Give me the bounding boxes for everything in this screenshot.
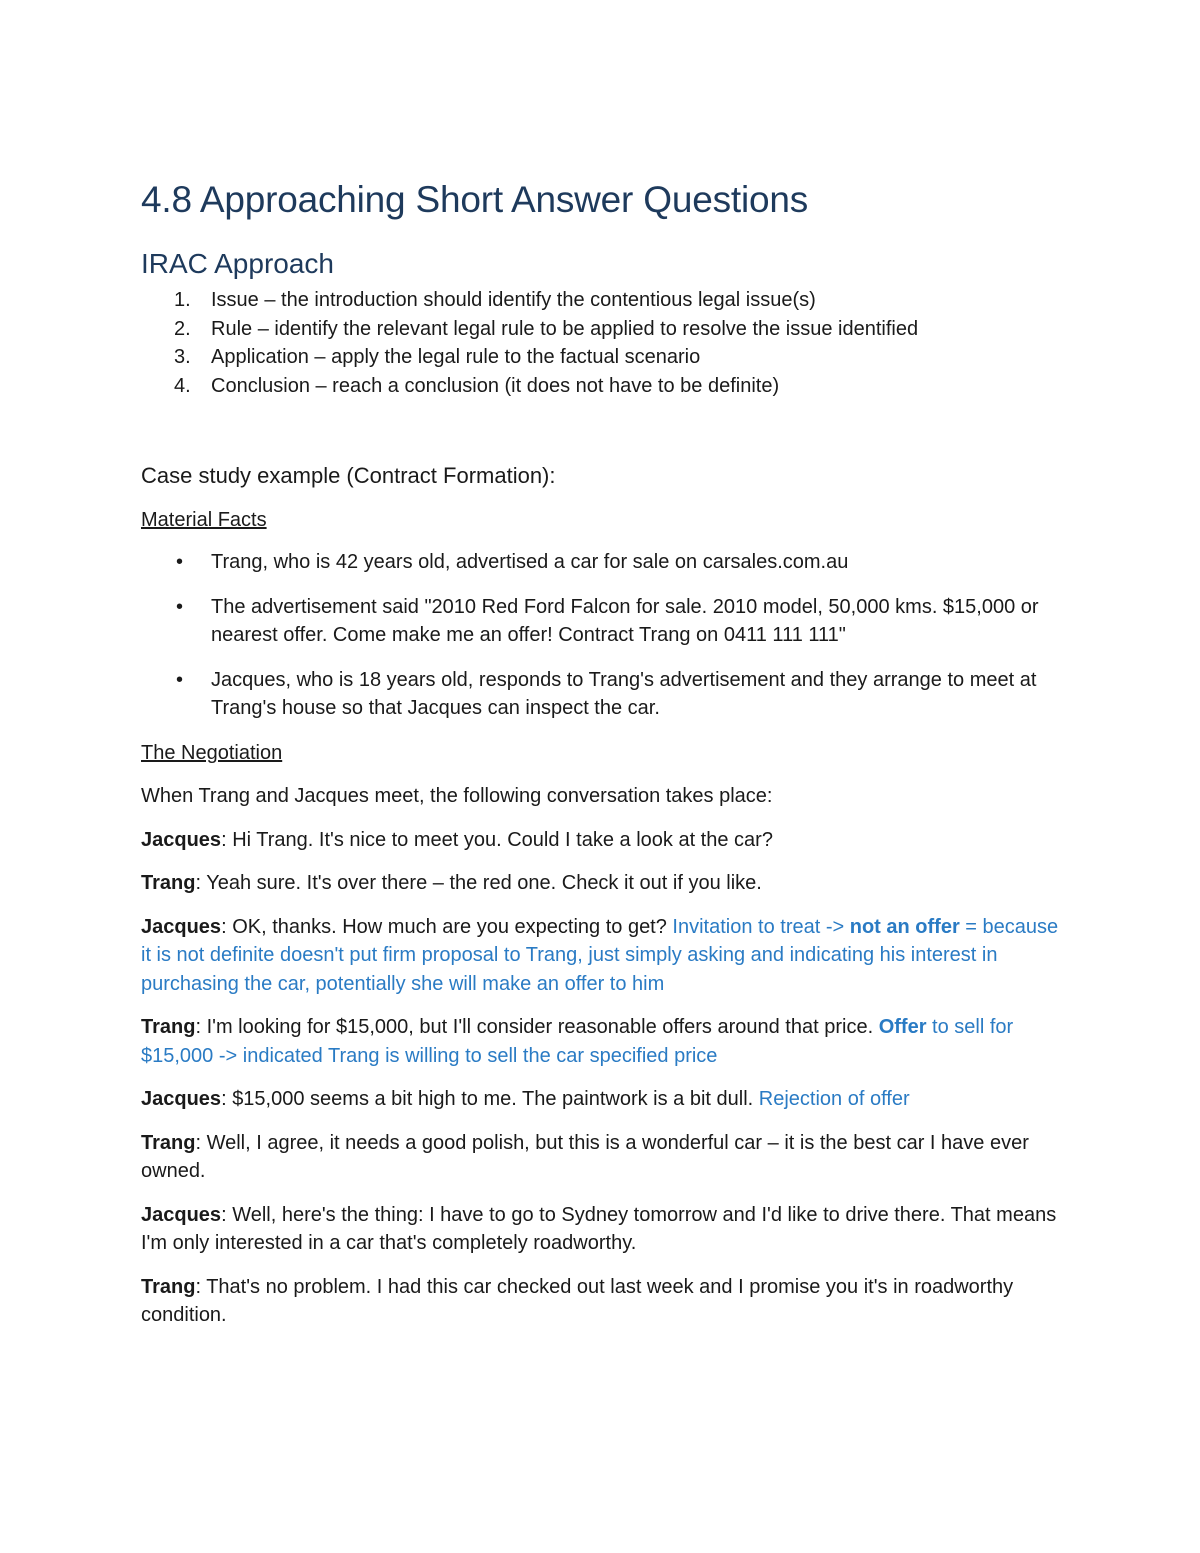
annotation-note: = because it is not definite doesn't put firm proposal to Trang, just simply asking and indicating his interest in purchasing the car, potentially she will make an offer to him <box>141 915 1059 995</box>
fact-text: The advertisement said "2010 Red Ford Falcon for sale. 2010 model, 50,000 kms. $15,000 or nearest offer. Come make me an offer! Contract Trang on 0411 111 111" <box>211 595 1039 646</box>
dialogue-line <box>141 1201 1066 1258</box>
speaker-separator: : <box>221 1203 233 1226</box>
annotation-keyword: not an offer <box>849 915 960 938</box>
dialogue-line <box>141 1013 1066 1070</box>
annotation-keyword: Offer <box>878 1016 927 1038</box>
list-item <box>141 666 1066 723</box>
list-item-text: Rule – identify the relevant legal rule to be applied to resolve the issue identified <box>211 317 919 340</box>
speaker-name: Trang <box>141 1275 196 1298</box>
speaker-separator: : <box>195 1131 207 1154</box>
irac-item-application <box>141 343 1066 372</box>
bullet-icon: • <box>176 595 184 618</box>
list-item <box>141 593 1066 650</box>
dialogue-text: OK, thanks. How much are you expecting to get? <box>232 915 673 938</box>
speaker-separator: : <box>221 1088 233 1110</box>
dialogue-line <box>141 1129 1066 1186</box>
speaker-name: Jacques <box>141 1088 222 1110</box>
speaker-name: Jacques <box>141 828 222 851</box>
dialogue-text: Well, here's the thing: I have to go to Sydney tomorrow and I'd like to drive there. That means I'm only interested in a car that's completely roadworthy. <box>141 1203 1057 1254</box>
negotiation-intro: When Trang and Jacques meet, the following conversation takes place: <box>141 785 773 807</box>
list-item-text: Issue – the introduction should identify the contentious legal issue(s) <box>211 289 816 311</box>
dialogue-line <box>141 1085 1066 1114</box>
dialogue-text: That's no problem. I had this car checked out last week and I promise you it's in roadworthy condition. <box>141 1275 1014 1326</box>
material-facts-heading: Material Facts <box>141 509 267 531</box>
dialogue-line <box>141 1273 1066 1330</box>
irac-item-conclusion <box>141 372 1066 401</box>
irac-item-rule <box>141 315 1066 344</box>
bullet-icon: • <box>176 551 184 573</box>
document-page <box>141 176 1066 1345</box>
dialogue-text: Hi Trang. It's nice to meet you. Could I take a look at the car? <box>232 828 773 851</box>
list-item-text: Conclusion – reach a conclusion (it does not have to be definite) <box>211 374 780 397</box>
list-number: 1. <box>174 289 191 311</box>
list-number: 4. <box>174 374 191 397</box>
list-number: 3. <box>174 346 191 368</box>
dialogue-text: I'm looking for $15,000, but I'll consider reasonable offers around that price. <box>206 1016 879 1038</box>
speaker-separator: : <box>221 828 233 851</box>
dialogue-line <box>141 913 1066 999</box>
list-item-text: Application – apply the legal rule to the factual scenario <box>211 346 701 368</box>
speaker-separator: : <box>195 1275 207 1298</box>
speaker-name: Trang <box>141 1131 196 1154</box>
negotiation-heading: The Negotiation <box>141 741 283 764</box>
irac-list <box>141 286 1066 400</box>
speaker-name: Jacques <box>141 1203 222 1226</box>
material-facts-list <box>141 548 1066 723</box>
list-item <box>141 548 1066 577</box>
bullet-icon: • <box>176 668 184 691</box>
dialogue-line <box>141 826 1066 855</box>
dialogue-line <box>141 869 1066 898</box>
fact-text: Jacques, who is 18 years old, responds to Trang's advertisement and they arrange to meet at Trang's house so that Jacques can inspect the car. <box>211 668 1037 719</box>
annotation-note: Rejection of offer <box>758 1088 910 1110</box>
irac-item-issue <box>141 286 1066 315</box>
annotation-note: to sell for $15,000 -> indicated Trang is willing to sell the car specified price <box>141 1016 1014 1067</box>
irac-heading: IRAC Approach <box>141 248 334 279</box>
speaker-name: Jacques <box>141 915 222 938</box>
speaker-name: Trang <box>141 872 196 894</box>
annotation-note: Invitation to treat -> <box>672 915 850 938</box>
page-title: 4.8 Approaching Short Answer Questions <box>141 179 809 220</box>
dialogue-text: Well, I agree, it needs a good polish, but this is a wonderful car – it is the best car I have ever owned. <box>141 1131 1029 1182</box>
speaker-name: Trang <box>141 1016 196 1038</box>
fact-text: Trang, who is 42 years old, advertised a car for sale on carsales.com.au <box>211 551 849 573</box>
speaker-separator: : <box>195 1016 207 1038</box>
speaker-separator: : <box>195 872 207 894</box>
dialogue-text: $15,000 seems a bit high to me. The paintwork is a bit dull. <box>232 1088 759 1110</box>
case-study-heading: Case study example (Contract Formation): <box>141 463 556 488</box>
list-number: 2. <box>174 317 191 340</box>
dialogue-text: Yeah sure. It's over there – the red one. Check it out if you like. <box>206 872 762 894</box>
speaker-separator: : <box>221 915 233 938</box>
